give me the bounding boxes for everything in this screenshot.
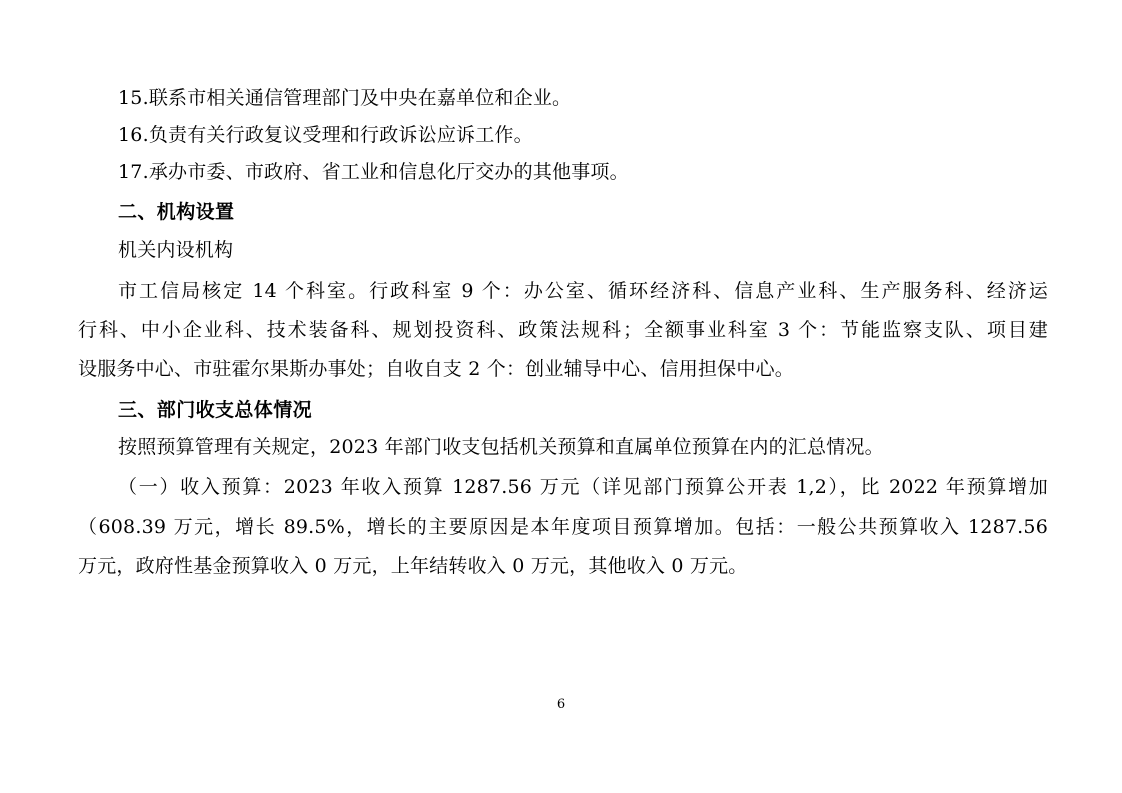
section-heading-org-setup: 二、机构设置 — [118, 201, 235, 223]
list-item-15: 15.联系市相关通信管理部门及中央在嘉单位和企业。 — [118, 87, 572, 109]
paragraph-org-line-2: 行科、中小企业科、技术装备科、规划投资科、政策法规科；全额事业科室 3 个：节能监察支队、项目建 — [78, 319, 1048, 341]
section-heading-budget-overview: 三、部门收支总体情况 — [118, 399, 313, 421]
page-number: 6 — [556, 697, 566, 712]
list-item-17: 17.承办市委、市政府、省工业和信息化厅交办的其他事项。 — [118, 161, 629, 183]
paragraph-org-line-3: 设服务中心、市驻霍尔果斯办事处；自收自支 2 个：创业辅导中心、信用担保中心。 — [78, 358, 794, 380]
subheading-internal-institutions: 机关内设机构 — [118, 239, 234, 261]
paragraph-income-line-3: 万元，政府性基金预算收入 0 万元，上年结转收入 0 万元，其他收入 0 万元。 — [78, 555, 748, 577]
paragraph-budget-intro: 按照预算管理有关规定，2023 年部门收支包括机关预算和直属单位预算在内的汇总情况。 — [118, 436, 884, 458]
paragraph-income-line-2: （608.39 万元，增长 89.5%，增长的主要原因是本年度项目预算增加。包括：一般公共预算收入 1287.56 — [78, 516, 1048, 538]
list-item-16: 16.负责有关行政复议受理和行政诉讼应诉工作。 — [118, 124, 533, 146]
paragraph-org-line-1: 市工信局核定 14 个科室。行政科室 9 个：办公室、循环经济科、信息产业科、生产服务科、经济运 — [118, 280, 1048, 302]
paragraph-income-line-1: （一）收入预算：2023 年收入预算 1287.56 万元（详见部门预算公开表 1,2），比 2022 年预算增加 — [118, 476, 1048, 498]
